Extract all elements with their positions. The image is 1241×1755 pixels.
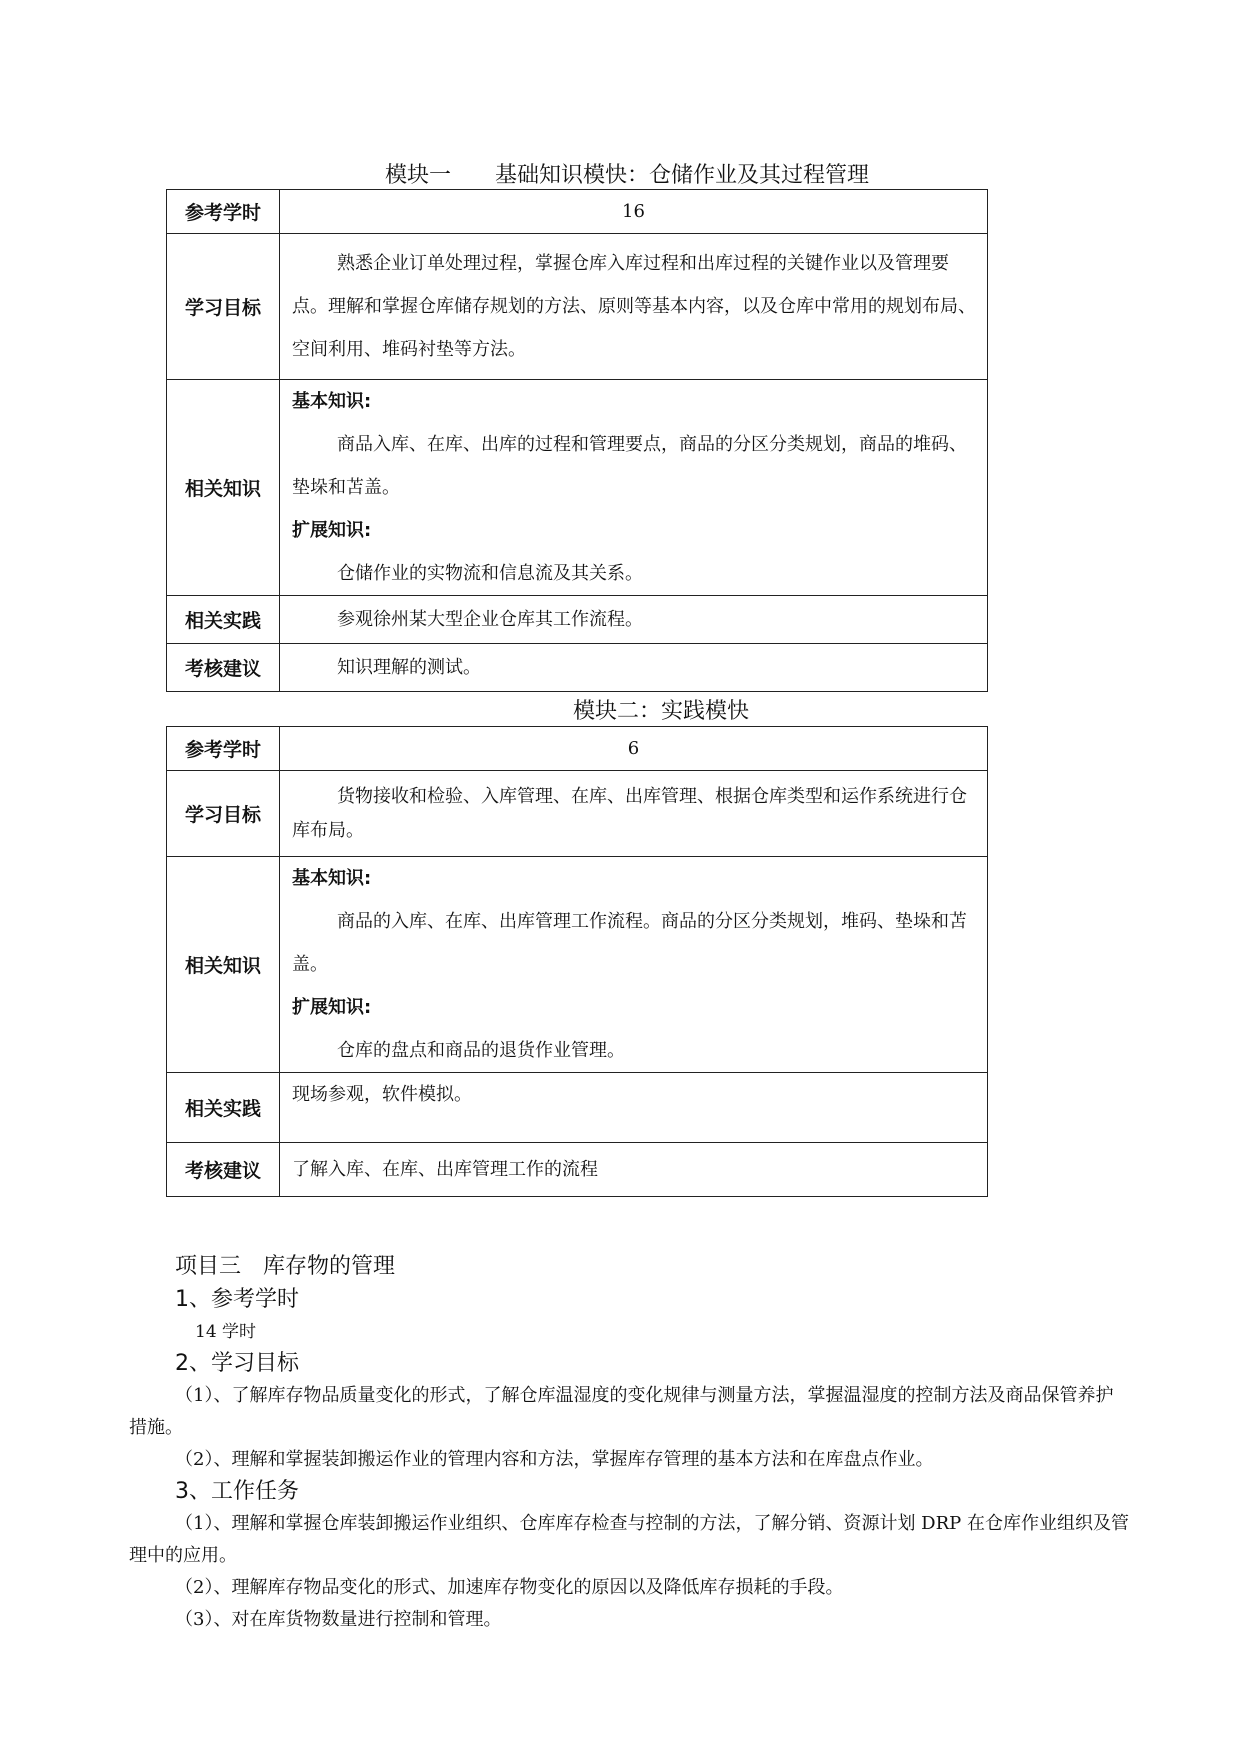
goals-text: 熟悉企业订单处理过程，掌握仓库入库过程和出库过程的关键作业以及管理要点。理解和掌握仓库储存规划的方法、原则等基本内容，以及仓库中常用的规划布局、空间利用、堆码衬垫等方法。	[292, 253, 976, 360]
table-row	[167, 1143, 988, 1197]
project3-title: 项目三 库存物的管理	[175, 1254, 396, 1279]
assessment-text: 了解入库、在库、出库管理工作的流程	[292, 1159, 598, 1180]
practice-label: 相关实践	[167, 1073, 280, 1143]
assessment-label: 考核建议	[167, 644, 280, 692]
module2-table	[166, 726, 988, 1197]
project3-section	[129, 1250, 1135, 1636]
table-row	[167, 1073, 988, 1143]
extended-knowledge-text: 仓库的盘点和商品的退货作业管理。	[337, 1040, 625, 1061]
table-row	[167, 234, 988, 380]
table-row	[167, 380, 988, 596]
hours-value: 6	[280, 727, 988, 771]
hours-text: 14 学时	[195, 1322, 257, 1342]
goal-item: （1）、了解库存物品质量变化的形式，了解仓库温湿度的变化规律与测量方法，掌握温湿度的控制方法及商品保管养护措施。	[129, 1385, 1114, 1438]
table-row	[167, 857, 988, 1073]
basic-knowledge-text: 商品的入库、在库、出库管理工作流程。商品的分区分类规划，堆码、垫垛和苫盖。	[292, 911, 967, 975]
goals-text: 货物接收和检验、入库管理、在库、出库管理、根据仓库类型和运作系统进行仓库布局。	[292, 785, 967, 841]
module2-title: 模块二：实践模快	[573, 699, 750, 724]
module1-table	[166, 189, 988, 692]
knowledge-label: 相关知识	[167, 380, 280, 596]
section-heading-goals: 2、学习目标	[175, 1351, 299, 1376]
task-item: （1）、理解和掌握仓库装卸搬运作业组织、仓库库存检查与控制的方法，了解分销、资源计划 DRP 在仓库作业组织及管理中的应用。	[129, 1513, 1129, 1566]
task-item: （3）、对在库货物数量进行控制和管理。	[175, 1609, 502, 1630]
goals-label: 学习目标	[167, 771, 280, 857]
extended-knowledge-heading: 扩展知识:	[292, 997, 372, 1018]
section-heading-tasks: 3、工作任务	[175, 1479, 299, 1504]
hours-label: 参考学时	[167, 190, 280, 234]
hours-label: 参考学时	[167, 727, 280, 771]
basic-knowledge-heading: 基本知识:	[292, 868, 372, 889]
table-row	[167, 190, 988, 234]
practice-text: 参观徐州某大型企业仓库其工作流程。	[337, 609, 643, 630]
table-row	[167, 644, 988, 692]
practice-label: 相关实践	[167, 596, 280, 644]
goal-item: （2）、理解和掌握装卸搬运作业的管理内容和方法，掌握库存管理的基本方法和在库盘点作业。	[175, 1449, 934, 1470]
basic-knowledge-heading: 基本知识:	[292, 391, 372, 412]
practice-text: 现场参观，软件模拟。	[292, 1084, 472, 1105]
table-row	[167, 596, 988, 644]
extended-knowledge-heading: 扩展知识:	[292, 520, 372, 541]
basic-knowledge-text: 商品入库、在库、出库的过程和管理要点，商品的分区分类规划，商品的堆码、垫垛和苫盖。	[292, 434, 967, 498]
assessment-text: 知识理解的测试。	[337, 657, 481, 678]
extended-knowledge-text: 仓储作业的实物流和信息流及其关系。	[337, 563, 643, 584]
assessment-label: 考核建议	[167, 1143, 280, 1197]
knowledge-label: 相关知识	[167, 857, 280, 1073]
hours-value: 16	[280, 190, 988, 234]
goals-label: 学习目标	[167, 234, 280, 380]
module1-title: 模块一 基础知识模快：仓储作业及其过程管理	[385, 163, 870, 188]
table-row	[167, 727, 988, 771]
section-heading-hours: 1、参考学时	[175, 1287, 299, 1312]
task-item: （2）、理解库存物品变化的形式、加速库存物变化的原因以及降低库存损耗的手段。	[175, 1577, 844, 1598]
table-row	[167, 771, 988, 857]
